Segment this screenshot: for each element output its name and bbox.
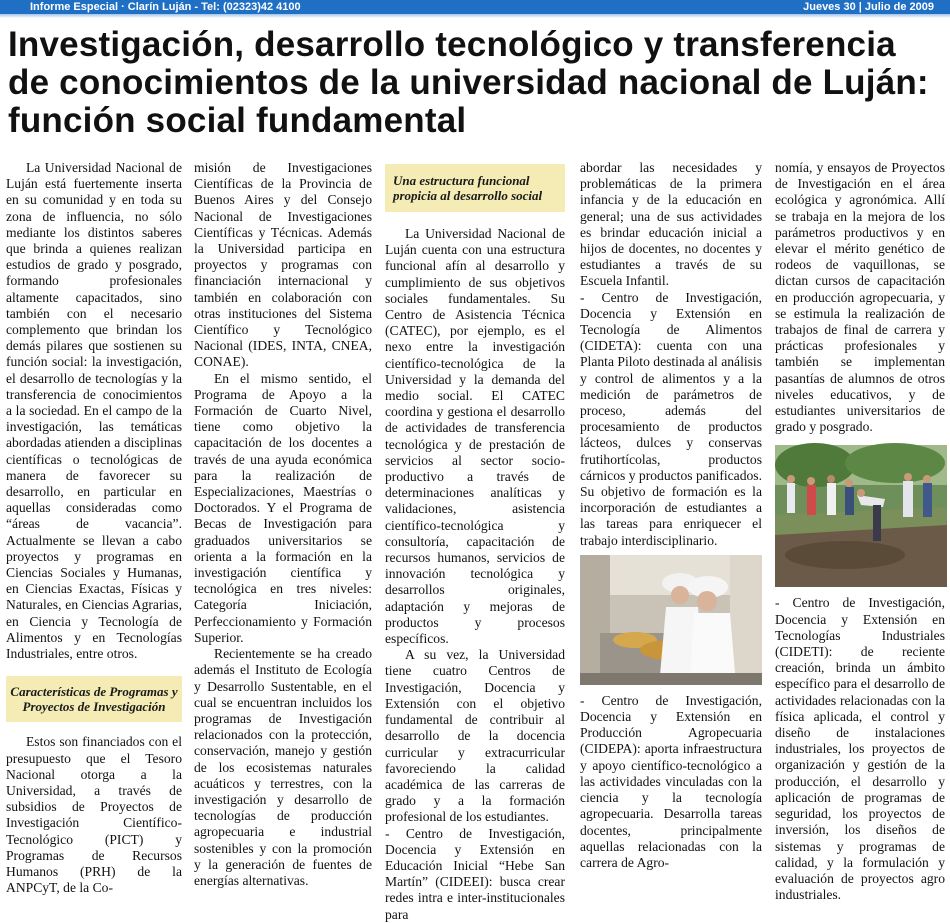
- header-shadow: [0, 14, 950, 18]
- paragraph: - Centro de Investigación, Docencia y Extensión en Tecnología de Alimentos (CIDETA): cuenta con una Planta Piloto destinada al análisis y control de alimentos y a la medición de parámetros de proceso, además del procesamiento de productos lácteos, dulces y conservas frutihortícolas, productos cárnicos y productos panificados. Su objetivo de formación es la incorporación de estudiantes a las tareas para enriquecer el trabajo interdisciplinario.: [580, 289, 762, 548]
- column-2: [194, 160, 372, 889]
- paragraph: abordar las necesidades y problemáticas de la primera infancia y de la educación en general; una de sus actividades es brindar educación inicial a hijos de docentes, no docentes y estudiantes a través de su Escuela Infantil.: [580, 160, 762, 289]
- field-work-photo-illustration: [775, 445, 947, 587]
- paragraph: Estos son financiados con el presupuesto que el Tesoro Nacional otorga a la Universidad, a través de subsidios de Proyectos de Investigación Científico-Tecnológico (PICT) y Programas de Recursos Humanos (PRH) de la ANPCyT, de la Co-: [6, 734, 182, 896]
- column-3: [385, 164, 565, 923]
- paragraph: misión de Investigaciones Científicas de la Provincia de Buenos Aires y del Consejo Nacional de Investigaciones Científicas y Técnicas. Además la Universidad participa en proyectos y programas con financiación internacional y también en colaboración con otras instituciones del Sistema Científico y Tecnológico Nacional (IDES, INTA, CNEA, CONAE).: [194, 160, 372, 370]
- paragraph: La Universidad Nacional de Luján cuenta con una estructura funcional afín al desarrollo y cumplimiento de sus objetivos sociales fundamentales. Su Centro de Asistencia Técnica (CATEC), por ejemplo, es el nexo entre la investigación científico-tecnológica de la Universidad y la demanda del medio social. El CATEC coordina y gestiona el desarrollo de actividades de transferencia tecnológica y de prestación de servicios al sector socio-productivo a través de determinaciones analíticas y validaciones, asistencia científico-tecnológica y consultoría, capacitación de recursos humanos, servicios de innovación tecnológica y desarrollos originales, adaptación y mejoras de productos y procesos específicos.: [385, 226, 565, 647]
- column-1: [6, 160, 182, 896]
- subheading-box: Una estructura funcional propicia al desarrollo social: [385, 164, 565, 212]
- paragraph: nomía, y ensayos de Proyectos de Investigación en el área ecológica y agronómica. Allí se trabaja en la mejora de los parámetros productivos y en elevar el mérito genético de rodeos de vaquillonas, se dictan cursos de capacitación en producción agropecuaria, y se estimula la realización de trabajos de final de carrera y prácticas profesionales y también se implementan pasantías de alumnos de otros niveles educativos, y de estudiantes universitarios de grado y posgrado.: [775, 160, 945, 435]
- article-headline: Investigación, desarrollo tecnológico y transferencia de conocimientos de la universidad nacional de Luján: función social fundamental: [8, 25, 929, 140]
- header-section-label: Informe Especial · Clarín Luján - Tel: (02323)42 4100: [30, 1, 301, 13]
- photo-field-work: [775, 445, 947, 587]
- column-5: [775, 160, 945, 903]
- paragraph: Recientemente se ha creado además el Instituto de Ecología y Desarrollo Sustentable, en el cual se encuentran incluidos los programas de Investigación relacionados con la protección, conservación, manejo y gestión de los ecosistemas naturales acuáticos y terrestres, con la investigación y desarrollo de tecnologías de producción agropecuaria e industrial sostenibles y con la promoción y la generación de fuentes de energías alternativas.: [194, 646, 372, 888]
- paragraph: La Universidad Nacional de Luján está fuertemente inserta en su comunidad y en toda su zona de influencia, no sólo mediante los distintos saberes que brinda a quienes realizan estudios de grado y posgrado, formando profesionales altamente capacitados, sino también con el necesario complemento que brindan los demás pilares que sostienen su función social: la investigación, el desarrollo de tecnologías y la transferencia de conocimientos a la sociedad. En el campo de la investigación, las temáticas abordadas atienden a disciplinas científicas o tecnológicas de manera de favorecer su desarrollo, en particular en aquellas consideradas como “áreas de vacancia”. Actualmente se llevan a cabo proyectos y programas en Ciencias Sociales y Humanas, en Ciencias Exactas, Físicas y Naturales, en Ciencias Agrarias, en Ciencia y Tecnología de Alimentos y en Tecnologías Industriales, entre otros.: [6, 160, 182, 662]
- subheading-box: Características de Programas y Proyectos de Investigación: [6, 676, 182, 722]
- food-lab-photo-illustration: [580, 555, 762, 685]
- header-date: Jueves 30 | Julio de 2009: [803, 1, 934, 13]
- paragraph: En el mismo sentido, el Programa de Apoyo a la Formación de Cuarto Nivel, tiene como objetivo la capacitación de los docentes a través de una ayuda económica para la realización de Especializaciones, Maestrías o Doctorados. Y el Programa de Becas de Investigación para graduados universitarios se orienta a la formación en la investigación científica y tecnológica en tres niveles: Categoría Iniciación, Perfeccionamiento y Formación Superior.: [194, 370, 372, 645]
- photo-food-lab: [580, 555, 762, 685]
- paragraph: - Centro de Investigación, Docencia y Extensión en Educación Inicial “Hebe San Martín” (CIDEEI): busca crear redes intra e inter-institucionales para: [385, 825, 565, 922]
- page-header-bar: [0, 0, 950, 14]
- paragraph: - Centro de Investigación, Docencia y Extensión en Tecnologías Industriales (CIDETI): de reciente creación, brinda un ámbito específico para el desarrollo de actividades relacionadas con la física aplicada, el control y diseño de instalaciones industriales, los proyectos de organización y gestión de la producción, el desarrollo y aplicación de programas de seguridad, los proyectos de inversión, los diseños de sistemas y programas de calidad, y la formulación y evaluación de proyectos agro industriales.: [775, 595, 945, 903]
- column-4: [580, 160, 762, 871]
- paragraph: A su vez, la Universidad tiene cuatro Centros de Investigación, Docencia y Extensión con el objetivo fundamental de contribuir al desarrollo de la docencia curricular y extracurricular favoreciendo la calidad académica de las carreras de grado y a la formación profesional de los estudiantes.: [385, 647, 565, 825]
- paragraph: - Centro de Investigación, Docencia y Extensión en Producción Agropecuaria (CIDEPA): aporta infraestructura y apoyo científico-tecnológico a las actividades vinculadas con la ciencia y la tecnología agropecuaria. Desarrolla tareas docentes, principalmente aquellas relacionadas con la carrera de Agro-: [580, 692, 762, 870]
